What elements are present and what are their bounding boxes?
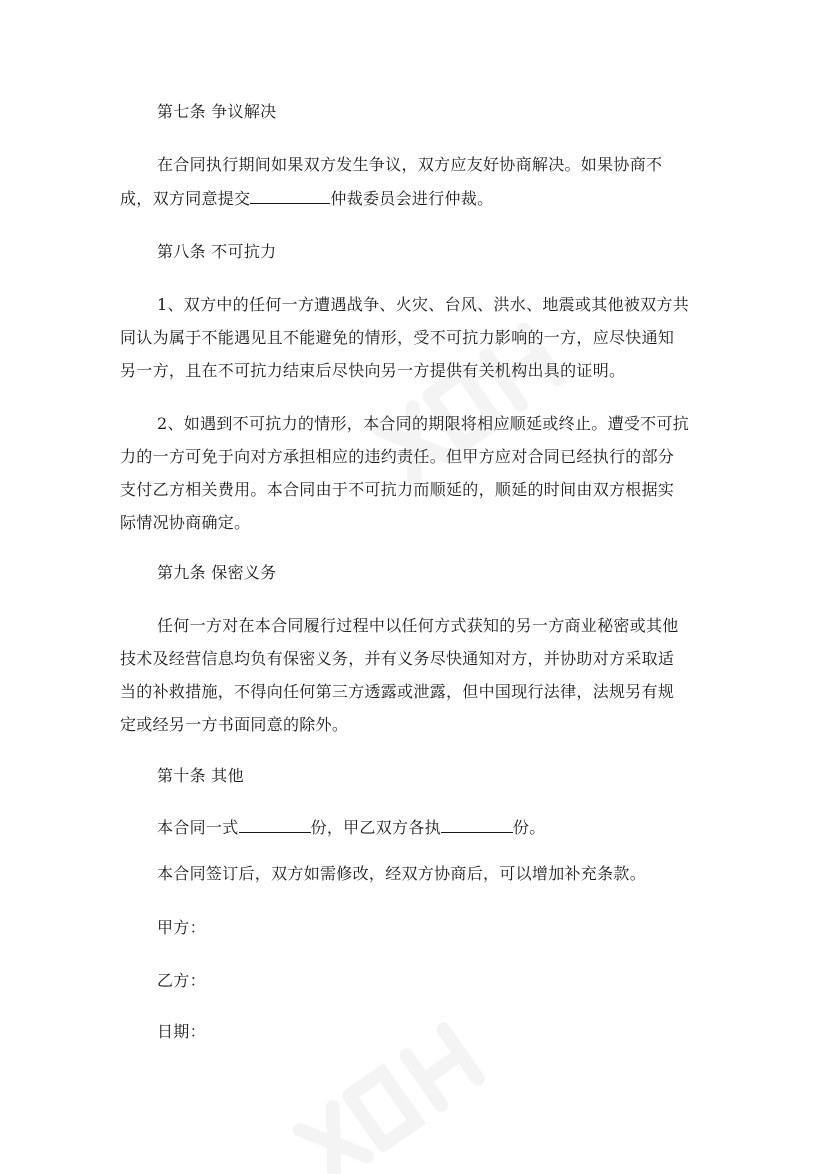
copies-text: 份。	[512, 818, 546, 837]
article-8-clause-2-line: 2、如遇到不可抗力的情形，本合同的期限将相应顺延或终止。遭受不可抗	[157, 414, 690, 433]
article-8-clause-1-line: 另一方，且在不可抗力结束后尽快向另一方提供有关机构出具的证明。	[120, 361, 626, 380]
each-party-copies-blank	[441, 817, 513, 833]
article-8-clause-2-line: 力的一方可免于向对方承担相应的违约责任。但甲方应对合同已经执行的部分	[120, 447, 675, 466]
party-b-label: 乙方：	[157, 971, 206, 990]
total-copies-blank	[239, 817, 311, 833]
article-9-paragraph-line: 任何一方对在本合同履行过程中以任何方式获知的另一方商业秘密或其他	[157, 616, 679, 635]
article-8-clause-2-line: 支付乙方相关费用。本合同由于不可抗力而顺延的，顺延的时间由双方根据实	[120, 480, 675, 499]
article-7-heading: 第七条 争议解决	[157, 102, 277, 121]
article-7-paragraph-line: 在合同执行期间如果双方发生争议，双方应友好协商解决。如果协商不	[157, 155, 663, 174]
article-9-paragraph-line: 定或经另一方书面同意的除外。	[120, 715, 349, 734]
article-9-paragraph-line: 当的补救措施，不得向任何第三方透露或泄露，但中国现行法律，法规另有规	[120, 682, 675, 701]
article-7-paragraph-line	[120, 188, 493, 209]
copies-text: 本合同一式	[157, 818, 239, 837]
article-9-heading: 第九条 保密义务	[157, 563, 277, 582]
article-8-clause-1-line: 同认为属于不能遇见且不能避免的情形，受不可抗力影响的一方，应尽快通知	[120, 328, 675, 347]
article-10-copies-line	[157, 817, 546, 838]
arbitration-blank	[250, 188, 330, 204]
article-7-text: 成，双方同意提交	[120, 189, 251, 208]
article-10-amendment-line: 本合同签订后，双方如需修改，经双方协商后，可以增加补充条款。	[157, 864, 647, 883]
party-a-label: 甲方：	[157, 918, 206, 937]
article-8-clause-2-line: 际情况协商确定。	[120, 513, 251, 532]
date-label: 日期：	[157, 1022, 206, 1041]
article-7-text: 仲裁委员会进行仲裁。	[330, 189, 494, 208]
article-8-heading: 第八条 不可抗力	[157, 242, 277, 261]
copies-text: 份，甲乙双方各执	[310, 818, 441, 837]
article-9-paragraph-line: 技术及经营信息均负有保密义务，并有义务尽快通知对方，并协助对方采取适	[120, 649, 675, 668]
article-10-heading: 第十条 其他	[157, 766, 244, 785]
article-8-clause-1-line: 1、双方中的任何一方遭遇战争、火灾、台风、洪水、地震或其他被双方共	[157, 295, 690, 314]
